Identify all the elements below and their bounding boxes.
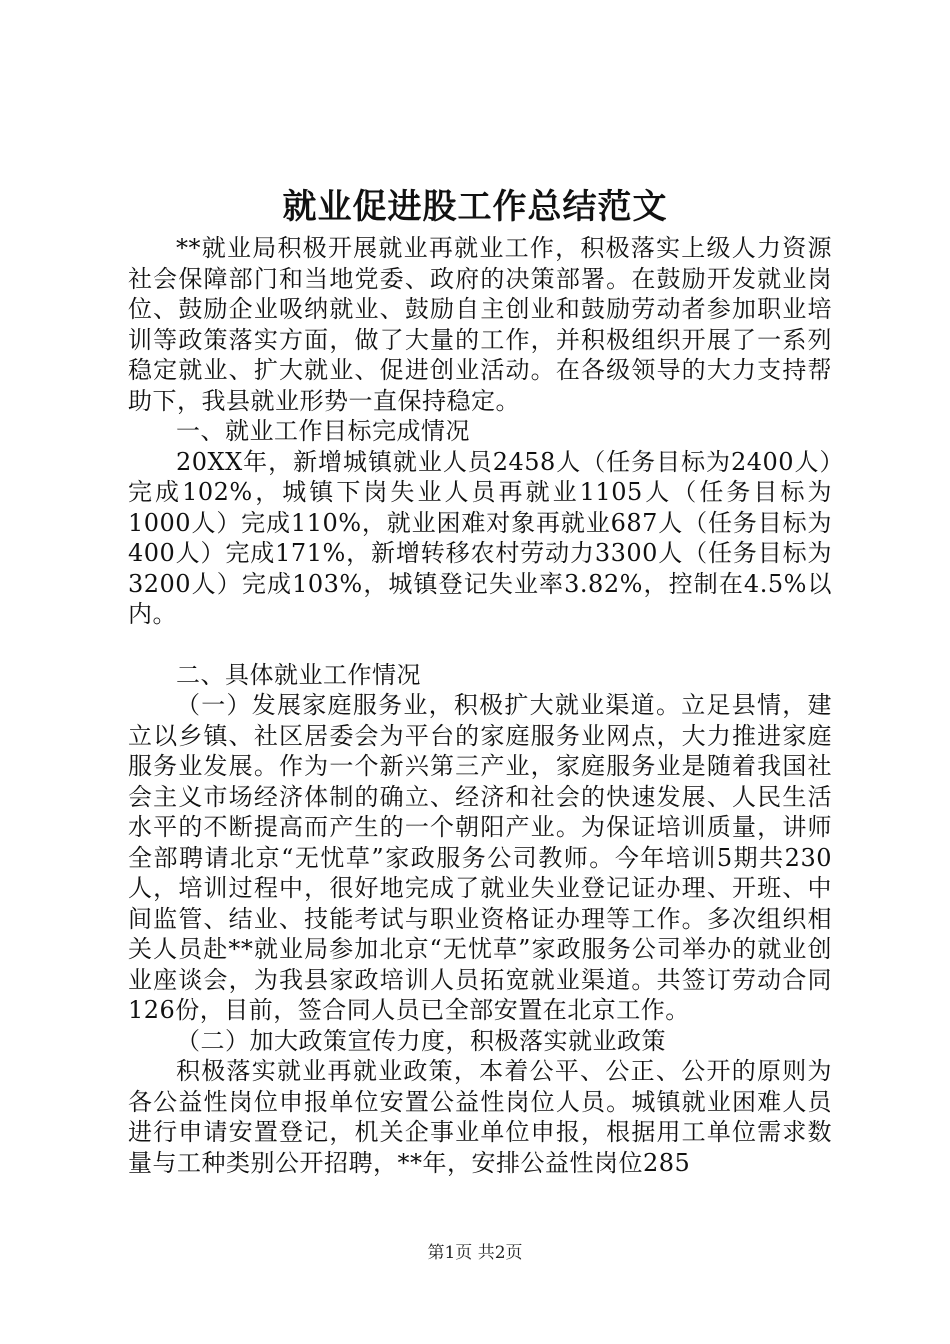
page-footer: 第1页 共2页 <box>427 1243 523 1263</box>
document-title: 就业促进股工作总结范文 <box>282 187 668 227</box>
intro-paragraph: **就业局积极开展就业再就业工作，积极落实上级人力资源社会保障部门和当地党委、政府的决策部署。在鼓励开发就业岗位、鼓励企业吸纳就业、鼓励自主创业和鼓励劳动者参加职业培训等政策落实方面，做了大量的工作，并积极组织开展了一系列稳定就业、扩大就业、促进创业活动。在各级领导的大力支持帮助下，我县就业形势一直保持稳定。 <box>128 234 832 415</box>
document-body <box>128 233 832 1178</box>
section-heading-1: 一、就业工作目标完成情况 <box>176 417 470 445</box>
paragraph-spacer <box>128 630 832 660</box>
subsection-1-paragraph: （一）发展家庭服务业，积极扩大就业渠道。立足县情，建立以乡镇、社区居委会为平台的家庭服务业网点，大力推进家庭服务业发展。作为一个新兴第三产业，家庭服务业是随着我国社会主义市场经济体制的确立、经济和社会的快速发展、人民生活水平的不断提高而产生的一个朝阳产业。为保证培训质量，讲师全部聘请北京“无忧草”家政服务公司教师。今年培训5期共230人，培训过程中，很好地完成了就业失业登记证办理、开班、中间监管、结业、技能考试与职业资格证办理等工作。多次组织相关人员赴**就业局参加北京“无忧草”家政服务公司举办的就业创业座谈会，为我县家政培训人员拓宽就业渠道。共签订劳动合同126份，目前，签合同人员已全部安置在北京工作。 <box>128 691 832 1024</box>
subsection-heading-2: （二）加大政策宣传力度，积极落实就业政策 <box>176 1026 666 1055</box>
section-1-paragraph: 20XX年，新增城镇就业人员2458人（任务目标为2400人）完成102%，城镇下岗失业人员再就业1105人（任务目标为1000人）完成110%，就业困难对象再就业687人（任务目标为400人）完成171%，新增转移农村劳动力3300人（任务目标为3200人）完成103%，城镇登记失业率3.82%，控制在4.5%以内。 <box>128 447 832 628</box>
subsection-2-paragraph: 积极落实就业再就业政策，本着公平、公正、公开的原则为各公益性岗位申报单位安置公益性岗位人员。城镇就业困难人员进行申请安置登记，机关企事业单位申报，根据用工单位需求数量与工种类别公开招聘，**年，安排公益性岗位285 <box>128 1057 832 1177</box>
section-heading-2: 二、具体就业工作情况 <box>176 660 421 689</box>
